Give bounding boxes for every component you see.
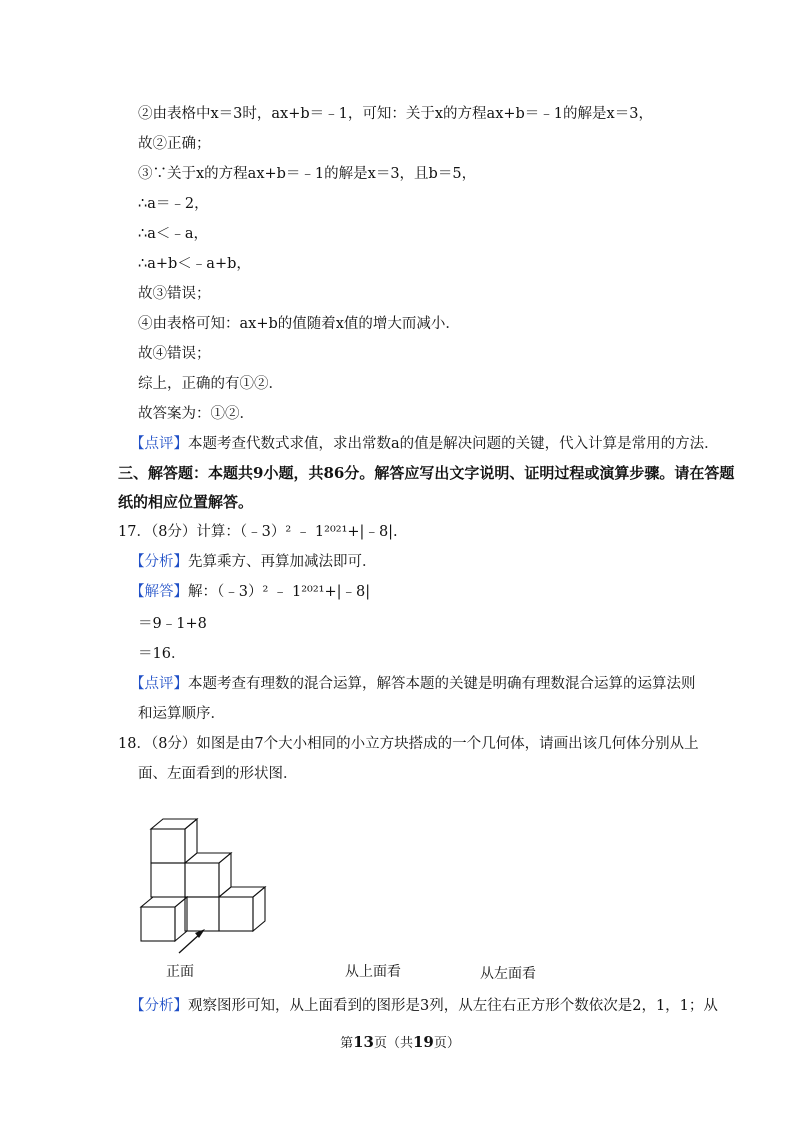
analysis-tag: 【分析】 (130, 998, 188, 1014)
cube-figure (135, 815, 275, 955)
solution-line-8: ④由表格可知：ax+b的值随着x值的增大而减小． (138, 316, 460, 332)
comment-tag: 【点评】 (130, 436, 188, 452)
q18-stem-2: 面、左面看到的形状图． (138, 766, 298, 782)
analysis-text: 先算乘方、再算加减法即可． (188, 554, 377, 570)
solution-line-10: 综上，正确的有①②． (138, 376, 283, 392)
comment-text: 本题考查代数式求值，求出常数a的值是解决问题的关键，代入计算是常用的方法． (188, 436, 719, 452)
comment-text: 本题考查有理数的混合运算，解答本题的关键是明确有理数混合运算的运算法则 (188, 676, 696, 692)
label-top: 从上面看 (345, 964, 401, 980)
q17-analysis (130, 552, 377, 572)
answer-text: 解：（﹣3）² ﹣ 1²⁰²¹+|﹣8| (188, 584, 371, 600)
footer-mid: 页（共 (373, 1036, 413, 1051)
footer-suffix: 页） (433, 1036, 460, 1051)
solution-line-3: ③∵关于x的方程ax+b＝﹣1的解是x＝3，且b＝5， (138, 166, 477, 182)
solution-line-6: ∴a+b＜﹣a+b， (138, 256, 251, 272)
q18-analysis (130, 996, 718, 1016)
q17-comment-2: 和运算顺序． (138, 706, 225, 722)
solution-line-1: ②由表格中x＝3时，ax+b＝﹣1，可知：关于x的方程ax+b＝﹣1的解是x＝3， (138, 106, 653, 122)
solution-line-4: ∴a＝﹣2， (138, 196, 209, 212)
label-left: 从左面看 (480, 966, 536, 982)
q17-answer (130, 582, 370, 602)
answer-tag: 【解答】 (130, 584, 188, 600)
solution-line-9: 故④错误； (138, 346, 211, 362)
analysis-tag: 【分析】 (130, 554, 188, 570)
q17-stem: 17．（8分）计算：（﹣3）² ﹣ 1²⁰²¹+|﹣8|. (118, 524, 398, 540)
section-heading-2: 纸的相应位置解答。 (118, 493, 254, 511)
solution-line-2: 故②正确； (138, 136, 211, 152)
comment-16 (130, 434, 719, 454)
solution-line-11: 故答案为：①②． (138, 406, 254, 422)
label-front: 正面 (166, 964, 194, 980)
page-footer (0, 1032, 800, 1051)
comment-tag: 【点评】 (130, 676, 188, 692)
q17-comment-1 (130, 674, 696, 694)
solution-line-5: ∴a＜﹣a， (138, 226, 209, 242)
q17-step2: ＝16． (138, 646, 186, 662)
footer-prefix: 第 (340, 1036, 354, 1051)
page-number: 13 (353, 1033, 374, 1051)
section-heading-1: 三、解答题：本题共9小题，共86分。解答应写出文字说明、证明过程或演算步骤。请在答题 (118, 464, 735, 482)
q17-step1: ＝9﹣1+8 (138, 616, 207, 632)
analysis-text: 观察图形可知，从上面看到的图形是3列，从左往右正方形个数依次是2，1，1；从 (188, 998, 718, 1014)
solution-line-7: 故③错误； (138, 286, 211, 302)
q18-stem-1: 18．（8分）如图是由7个大小相同的小立方块搭成的一个几何体，请画出该几何体分别从上 (118, 736, 699, 752)
total-pages: 19 (413, 1033, 434, 1051)
